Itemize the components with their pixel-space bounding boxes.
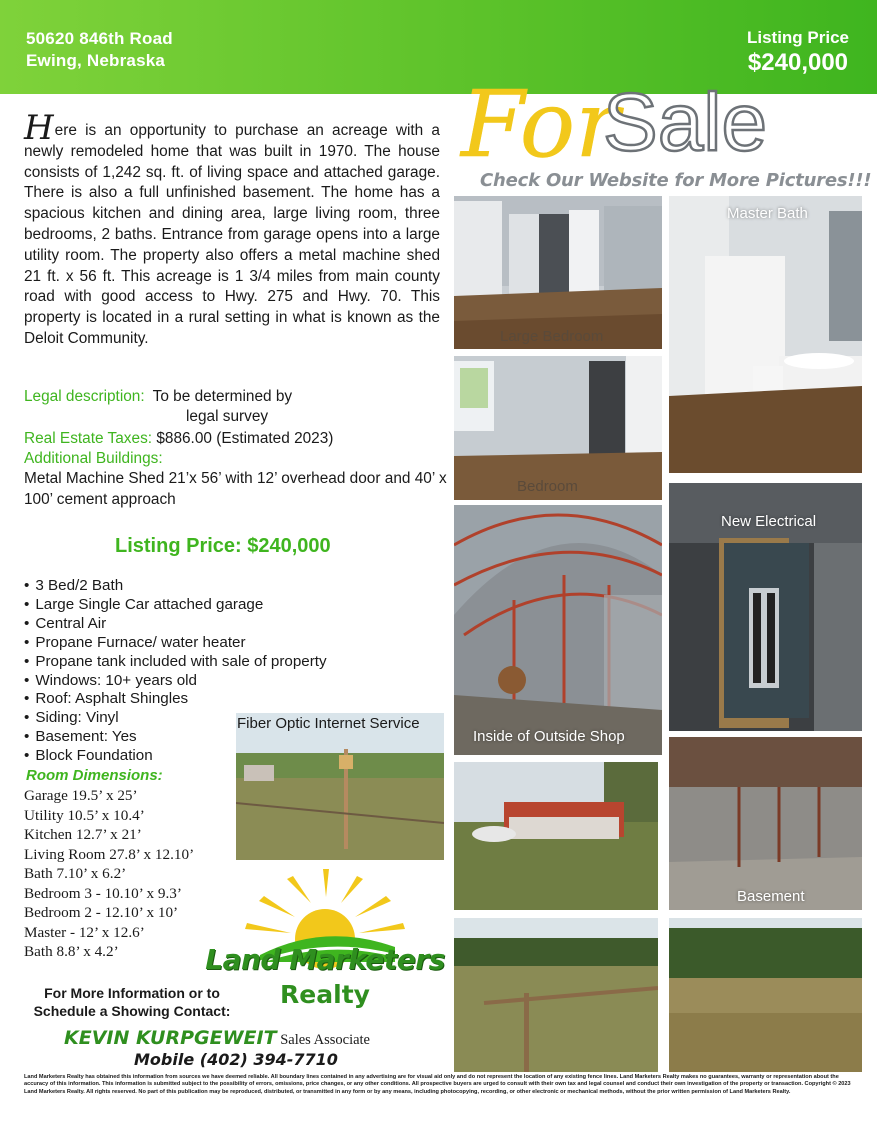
additional-buildings-value: Metal Machine Shed 21’x 56’ with 12’ overhead door and 40’ x 100’ cement approach xyxy=(24,470,447,508)
description-body: ere is an opportunity to purchase an acreage with a newly remodeled home that was built in 1970. The house consists of 1,242 sq. ft. of living space and attached garage. There is also a full unfinished basement. The home has a spacious kitchen and dining area, large living room, three bedrooms, 2 baths. Entrance from garage opens into a large utility room. The property also offers a metal machine shed 21 ft. x 56 ft. This acreage is 1 3/4 miles from main county road with good access to Hwy. 275 and Hwy. 70. This property is located in a rural setting in what is known as the Deloit Community. xyxy=(24,122,440,347)
listing-price-label: Listing Price xyxy=(746,28,849,47)
caption-large-bedroom: Large Bedroom xyxy=(500,328,604,345)
drop-cap: H xyxy=(24,108,54,148)
list-item: Bedroom 3 - 10.10’ x 9.3’ xyxy=(24,884,182,902)
photo-inside-shop xyxy=(454,505,662,755)
taxes-value: $886.00 (Estimated 2023) xyxy=(152,430,334,447)
for-sale-title xyxy=(455,48,855,183)
list-item: Garage 19.5’ x 25’ xyxy=(24,787,138,804)
list-item: • Windows: 10+ years old xyxy=(24,672,327,691)
list-item: • Large Single Car attached garage xyxy=(24,596,327,615)
listing-price-line: Listing Price: $240,000 xyxy=(115,535,331,557)
website-note: Check Our Website for More Pictures!!! xyxy=(480,170,872,191)
caption-inside-shop: Inside of Outside Shop xyxy=(473,728,625,745)
list-item: Kitchen 12.7’ x 21’ xyxy=(24,826,142,843)
list-item: Bath 7.10’ x 6.2’ xyxy=(24,865,127,882)
photo-new-electrical xyxy=(669,483,862,731)
logo-sub: Realty xyxy=(280,980,370,1009)
legal-value-1: To be determined by xyxy=(152,388,293,405)
legal-description xyxy=(24,387,292,407)
list-item: Utility 10.5’ x 10.4’ xyxy=(24,806,145,824)
photo-field-trees xyxy=(669,918,862,1072)
contact-heading-line-1: For More Information or to xyxy=(44,985,220,1001)
photo-field-fence xyxy=(454,918,658,1072)
for-word: For xyxy=(461,71,620,178)
list-item: Master - 12’ x 12.6’ xyxy=(24,923,145,941)
list-item: • 3 Bed/2 Bath xyxy=(24,577,327,596)
real-estate-taxes xyxy=(24,429,333,449)
property-address xyxy=(26,28,173,72)
list-item: • Central Air xyxy=(24,615,327,634)
list-item: Bedroom 2 - 12.10’ x 10’ xyxy=(24,904,179,921)
list-item: • Propane Furnace/ water heater xyxy=(24,634,327,653)
photo-master-bath xyxy=(669,196,862,473)
legal-value-2: legal survey xyxy=(186,408,269,425)
taxes-label: Real Estate Taxes: xyxy=(24,430,153,447)
list-item: Living Room 27.8’ x 12.10’ xyxy=(24,845,195,863)
caption-bedroom: Bedroom xyxy=(517,478,578,495)
logo-name: Land Marketers xyxy=(205,943,445,976)
address-line-1: 50620 846th Road xyxy=(26,29,173,48)
list-item: • Propane tank included with sale of property xyxy=(24,653,327,672)
photo-large-bedroom xyxy=(454,196,662,349)
list-item: • Block Foundation xyxy=(24,747,327,766)
room-dimensions-list xyxy=(24,786,194,962)
room-dimensions-title: Room Dimensions: xyxy=(26,767,163,784)
agent-role: Sales Associate xyxy=(276,1032,370,1048)
list-item: • Basement: Yes xyxy=(24,728,327,747)
contact-heading-line-2: Schedule a Showing Contact: xyxy=(33,1002,231,1019)
photo-fiber-optic xyxy=(236,713,444,860)
legal-label: Legal description: xyxy=(24,388,145,405)
photo-basement xyxy=(669,737,862,910)
address-line-2: Ewing, Nebraska xyxy=(26,51,166,70)
agent-mobile: Mobile (402) 394-7710 xyxy=(134,1050,338,1069)
caption-fiber-optic: Fiber Optic Internet Service xyxy=(237,715,420,732)
photo-bedroom xyxy=(454,356,662,500)
agent-line xyxy=(64,1027,370,1049)
property-description xyxy=(24,108,440,350)
list-item: • Roof: Asphalt Shingles xyxy=(24,690,327,709)
caption-new-electrical: New Electrical xyxy=(721,513,817,530)
caption-basement: Basement xyxy=(737,888,805,905)
list-item: Bath 8.8’ x 4.2’ xyxy=(24,943,119,960)
contact-heading xyxy=(18,985,246,1020)
listing-price-value: $240,000 xyxy=(747,49,849,76)
sale-word: Sale xyxy=(603,77,768,168)
disclaimer: Land Marketers Realty has obtained this information from sources we have deemed reliable. All boundary lines contained in any advertising are for visual aid only and do not represent the location of any existing fence lines. Land Marketers Realty makes no guarantees, warranty or representation about the accuracy of this information. This information is submitted subject to the possibility of errors, omissions, price changes, or any other conditions. All prospective buyers are urged to consult with their own tax and legal counsel and conduct their own investigation of the property or transaction. Copyright © 2023 Land Marketers Realty. All rights reserved. No part of this publication may be reproduced, distributed, or transmitted in any form or by any means, including photocopying, recording, or other electronic or mechanical methods, without the prior written permission of Land Marketers Realty. xyxy=(24,1074,851,1095)
additional-buildings-label: Additional Buildings: xyxy=(24,450,163,467)
photo-house-exterior xyxy=(454,762,658,910)
list-item: • Siding: Vinyl xyxy=(24,709,327,728)
agent-name: KEVIN KURPGEWEIT xyxy=(64,1027,277,1049)
caption-master-bath: Master Bath xyxy=(727,205,808,222)
